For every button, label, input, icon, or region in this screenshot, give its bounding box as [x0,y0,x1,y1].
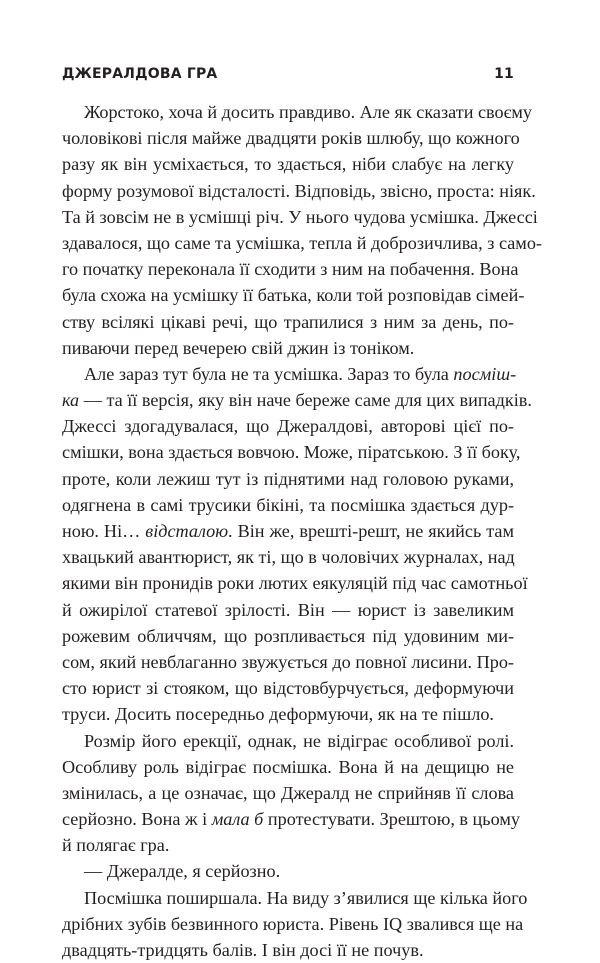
line-text: Але зараз тут була не та усмішка. Зараз то була [84,363,454,384]
line-text: якими він пронидів роки лютих еякуляцій під час самотньої [62,573,528,594]
text-line [62,492,514,518]
line-text: форму розумової відсталості. Відповідь, звісно, проста: ніяк. [62,180,536,201]
line-text: пиваючи перед вечерею свій джин із тоніком. [62,337,415,358]
line-text: го початку переконала її сходити з ним на побачення. Вона [62,259,519,280]
line-text: смішки, вона здається вовчою. Може, піратською. З її боку, [62,442,521,463]
text-line [62,335,514,361]
text-line [62,675,514,701]
text-line [62,282,525,308]
line-text: чоловікові після майже двадцяти років шлюбу, що кожного [62,128,520,149]
line-text: серйозно. Вона ж і [62,809,212,830]
line-text: Та й зовсім не в усмішці річ. У нього чудова усмішка. Джессі [62,206,538,227]
body-text [62,99,542,963]
text-line [62,544,514,570]
text-line [62,832,514,858]
text-line [62,885,528,911]
text-line [62,570,528,596]
line-text: протестувати. Зрештою, в цьому [263,809,520,830]
line-text: здавалося, що саме та усмішка, тепла й доброзичлива, з само- [62,232,542,253]
line-text: двадцять-тридцять балів. І він досі її не почув. [62,940,424,960]
line-text: . Він же, врешті-решт, не якийсь там [228,521,514,541]
line-text: Розмір його ерекції, однак, не відіграє особливої ролі. [84,730,514,751]
line-text: сто юрист зі стояком, що відстовбурчується, деформуючи [62,678,514,699]
line-text: Жорстоко, хоча й досить правдиво. Але як сказати своєму [84,102,533,122]
italic-text: посміш- [453,363,517,384]
text-line [62,701,514,727]
line-text: разу як він усміхається, то здається, ніби слабує на легку [62,154,514,175]
text-line [62,754,514,780]
text-line [62,361,517,387]
line-text: рожевим обличчям, що розпливається під удовиним ми- [62,625,514,646]
text-line [62,230,542,256]
text-line [62,858,514,884]
line-text: хвацький авантюрист, як ті, що в чоловічих журналах, над [62,547,515,568]
text-line [62,309,514,335]
text-line [62,151,514,177]
text-line [62,597,514,623]
line-text: змінилась, а це означає, що Джералд не сприйняв її слова [62,782,514,803]
italic-text: ка [62,390,80,411]
text-line [62,806,520,832]
text-line [62,728,514,754]
line-text: ству всілякі цікаві речі, що трапилися з ним за день, по- [62,311,514,332]
text-line [62,911,524,937]
text-line [62,623,514,649]
line-text: — Джералде, я серйозно. [84,861,281,882]
text-line [62,256,519,282]
line-text: й ожирілої статевої зрілості. Він — юрист із завеликим [62,599,514,620]
text-line [62,387,532,413]
line-text: ною. Ні… [62,521,146,541]
text-line [62,937,514,963]
line-text: сом, який невблаганно звужується до повної лисини. Про- [62,651,514,672]
italic-text: мала б [211,809,264,830]
text-line [62,413,514,439]
text-line [62,466,514,492]
italic-text: відсталою [145,521,229,541]
text-line [62,518,514,544]
line-text: — та її версія, яку він наче береже саме для цих випадків. [79,390,532,411]
line-text: одягнена в самі трусики бікіні, та посмішка здається дур- [62,494,514,515]
line-text: й полягає гра. [62,835,170,856]
line-text: Особливу роль відіграє посмішка. Вона й на дещицю не [62,756,514,777]
line-text: була схожа на усмішку її батька, коли той розповідав сімей- [62,285,525,306]
text-line [62,649,514,675]
text-line [62,178,536,204]
line-text: Джессі здогадувалася, що Джералдові, авторові цієї по- [62,416,514,437]
text-line [62,99,533,125]
text-line [62,780,514,806]
text-line [62,125,520,151]
line-text: дрібних зубів безвинного юриста. Рівень IQ звалився ще на [62,913,524,934]
text-line [62,204,538,230]
page-number: 11 [494,66,514,82]
line-text: проте, коли лежиш тут із піднятими над головою руками, [62,468,514,489]
line-text: Посмішка поширшала. На виду з’явилися ще кілька його [84,887,528,908]
running-title: ДЖЕРАЛДОВА ГРА [62,66,218,82]
text-line [62,439,521,465]
line-text: труси. Досить посередньо деформуючи, як на те пішло. [62,704,494,725]
